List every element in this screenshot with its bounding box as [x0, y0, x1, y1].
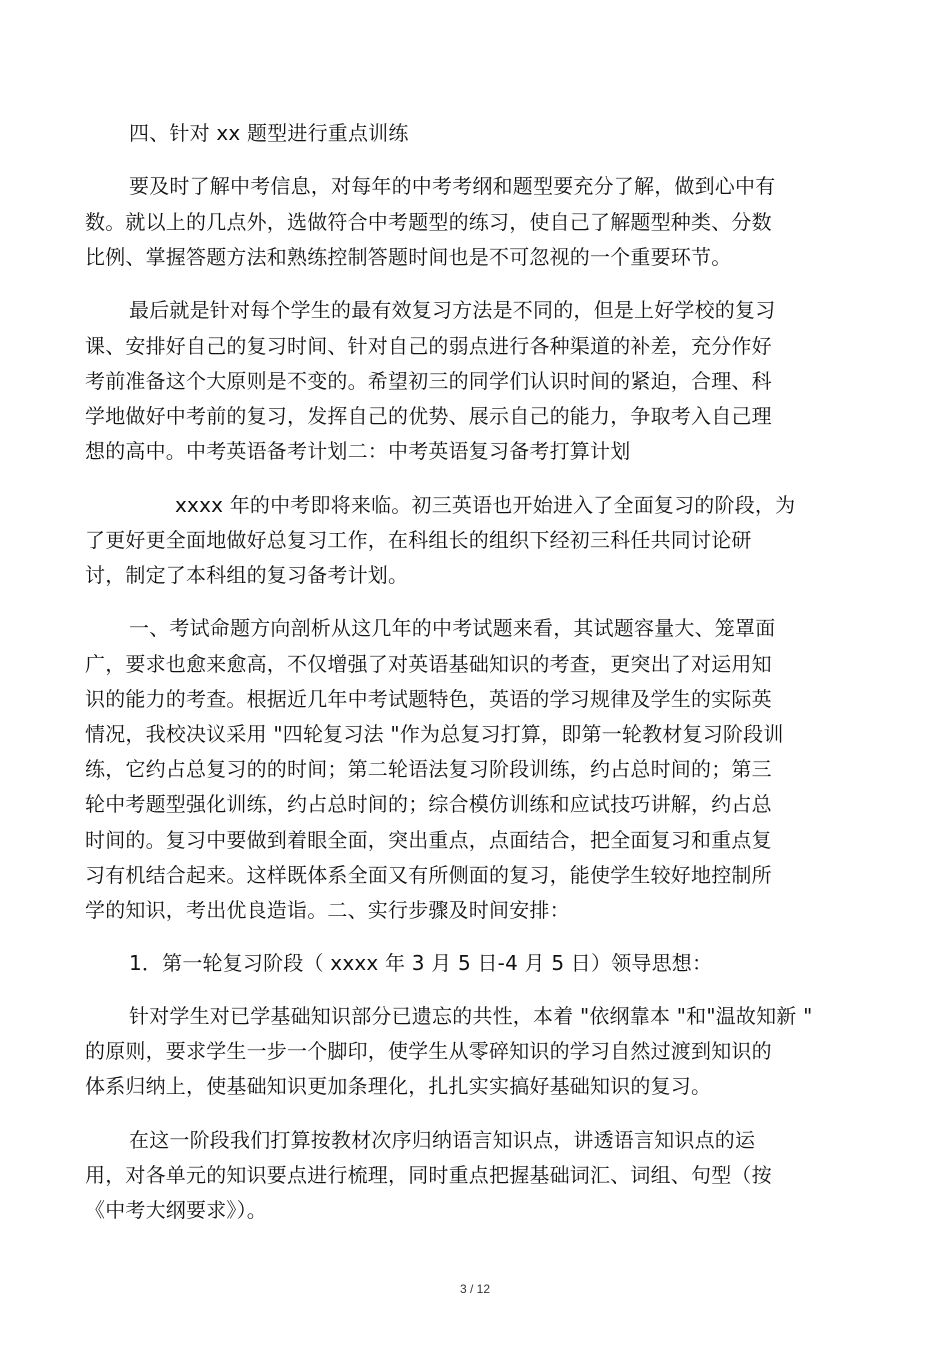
paragraph-line: 用，对各单元的知识要点进行梳理，同时重点把握基础词汇、词组、句型（按 [85, 1163, 772, 1187]
paragraph-line: 考前准备这个大原则是不变的。希望初三的同学们认识时间的紧迫，合理、科 [85, 369, 772, 393]
page-number: 3 / 12 [459, 1282, 491, 1296]
paragraph-line: 的原则，要求学生一步一个脚印，使学生从零碎知识的学习自然过渡到知识的 [85, 1039, 772, 1063]
stage-heading: 1．第一轮复习阶段（ xxxx 年 3 月 5 日-4 月 5 日）领导思想： [129, 951, 713, 975]
section-heading: 四、针对 xx 题型进行重点训练 [129, 121, 409, 145]
paragraph-line: 情况，我校决议采用 "四轮复习法 "作为总复习打算，即第一轮教材复习阶段训 [85, 722, 784, 746]
paragraph-line: 时间的。复习中要做到着眼全面，突出重点，点面结合，把全面复习和重点复 [85, 828, 772, 852]
paragraph-line: 要及时了解中考信息，对每年的中考考纲和题型要充分了解，做到心中有 [129, 174, 776, 198]
paragraph-line: 想的高中。中考英语备考计划二：中考英语复习备考打算计划 [85, 439, 631, 463]
paragraph-line: 最后就是针对每个学生的最有效复习方法是不同的，但是上好学校的复习 [129, 298, 776, 322]
paragraph-line: 课、安排好自己的复习时间、针对自己的弱点进行各种渠道的补差，充分作好 [85, 334, 772, 358]
paragraph-line: 一、考试命题方向剖析从这几年的中考试题来看，其试题容量大、笼罩面 [129, 616, 776, 640]
paragraph-line: 轮中考题型强化训练，约占总时间的；综合模仿训练和应试技巧讲解，约占总 [85, 792, 772, 816]
paragraph-line: 学的知识，考出优良造诣。二、实行步骤及时间安排： [85, 898, 570, 922]
paragraph-line: 习有机结合起来。这样既体系全面又有所侧面的复习，能使学生较好地控制所 [85, 863, 772, 887]
paragraph-line: 识的能力的考查。根据近几年中考试题特色，英语的学习规律及学生的实际英 [85, 687, 772, 711]
paragraph-line: 比例、掌握答题方法和熟练控制答题时间也是不可忽视的一个重要环节。 [85, 245, 732, 269]
paragraph-line: 体系归纳上，使基础知识更加条理化，扎扎实实搞好基础知识的复习。 [85, 1074, 712, 1098]
paragraph-line: 《中考大纲要求》）。 [85, 1198, 267, 1222]
paragraph-line: 数。就以上的几点外，选做符合中考题型的练习，使自己了解题型种类、分数 [85, 210, 772, 234]
paragraph-line: 广，要求也愈来愈高，不仅增强了对英语基础知识的考查，更突出了对运用知 [85, 652, 772, 676]
paragraph-line: 练，它约占总复习的的时间；第二轮语法复习阶段训练，约占总时间的；第三 [85, 757, 772, 781]
paragraph-line: 学地做好中考前的复习，发挥自己的优势、展示自己的能力，争取考入自己理 [85, 404, 772, 428]
paragraph-line: 针对学生对已学基础知识部分已遗忘的共性，本着 "依纲靠本 "和"温故知新 " [129, 1004, 813, 1028]
paragraph-line: xxxx 年的中考即将来临。初三英语也开始进入了全面复习的阶段，为 [175, 493, 796, 517]
paragraph-line: 讨，制定了本科组的复习备考计划。 [85, 563, 409, 587]
paragraph-line: 在这一阶段我们打算按教材次序归纳语言知识点，讲透语言知识点的运 [129, 1128, 756, 1152]
paragraph-line: 了更好更全面地做好总复习工作，在科组长的组织下经初三科任共同讨论研 [85, 528, 752, 552]
